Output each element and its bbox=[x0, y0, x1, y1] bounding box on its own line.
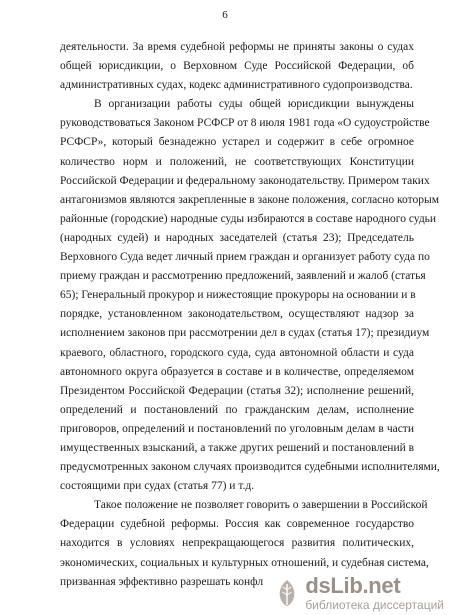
text-line: деятельности. За время судебной реформы не приняты законы о судах bbox=[60, 41, 414, 53]
paragraph-first-line: Такое положение не позволяет говорить о завершении в Российской bbox=[94, 499, 428, 512]
text-line: РСФСР», который безнадежно устарел и содержит в себе огромное bbox=[60, 136, 414, 149]
text-line: исполнением законов при рассмотрении дел в судах (статья 17); президиум bbox=[60, 327, 430, 340]
text-line: находится в условиях непрекращающегося развития политических, bbox=[60, 537, 414, 550]
text-line: экономических, социальных и культурных отношений, и судебная система, bbox=[60, 556, 429, 569]
paragraph-first-line: В организации работы суды общей юрисдикции вынуждены bbox=[94, 98, 414, 111]
text-line: общей юрисдикции, о Верховном Суде Российской Федерации, об bbox=[60, 60, 414, 73]
text-line: антагонизмов являются закрепленные в законе положения, согласно которым bbox=[60, 193, 440, 206]
text-line: приговоров, определений и постановлений по уголовным делам в части bbox=[60, 422, 414, 435]
text-line: имущественных взысканий, а также других решений и постановлений в bbox=[60, 441, 415, 454]
text-line: краевого, областного, городского суда, суда автономной области и суда bbox=[60, 346, 414, 359]
watermark-subtitle: библиотека диссертаций bbox=[305, 598, 444, 612]
text-line: районные (городские) народные суды избираются в составе народного судьи bbox=[60, 212, 437, 225]
text-line: Президентом Российской Федерации (статья 32); исполнение решений, bbox=[60, 384, 414, 397]
text-line: предусмотренных законом случаях производится судебными исполнителями, bbox=[60, 461, 440, 474]
text-line: 65); Генеральный прокурор и нижестоящие прокуроры на основании и в bbox=[60, 289, 416, 302]
book-leaf-icon bbox=[274, 578, 300, 608]
watermark-text bbox=[305, 575, 444, 611]
watermark-title: dsLib.net bbox=[305, 573, 401, 598]
text-line: (народных судей) и народных заседателей (статья 23); Председатель bbox=[60, 231, 414, 244]
text-line: состоящими при судах (статья 77) и т.д. bbox=[60, 480, 255, 493]
text-line: Российской Федерации и федеральному законодательству. Примером таких bbox=[60, 174, 430, 187]
text-line: автономного округа образуется в составе и в количестве, определяемом bbox=[60, 365, 414, 378]
text-line: Верховного Суда ведет личный прием граждан и организует работу суда по bbox=[60, 251, 430, 264]
text-line: руководствоваться Законом РСФСР от 8 июля 1981 года «О судоустройстве bbox=[60, 117, 430, 130]
text-line: Федерации судебной реформы. Россия как современное государство bbox=[60, 518, 414, 531]
dslib-watermark[interactable] bbox=[274, 575, 444, 611]
text-line: определений и постановлений по гражданским делам, исполнение bbox=[60, 403, 414, 416]
page-number: 6 bbox=[222, 9, 228, 21]
text-line: призванная эффективно разрешать конфл bbox=[60, 575, 264, 588]
text-line: приему граждан и рассмотрению предложений, заявлений и жалоб (статья bbox=[60, 270, 426, 283]
text-line: порядке, установленном законодательством, осуществляют надзор за bbox=[60, 308, 414, 321]
document-body bbox=[60, 38, 440, 592]
text-line: административных судах, кодекс административного судопроизводства. bbox=[60, 79, 413, 92]
text-line: количество норм и положений, не соответствующих Конституции bbox=[60, 155, 414, 168]
